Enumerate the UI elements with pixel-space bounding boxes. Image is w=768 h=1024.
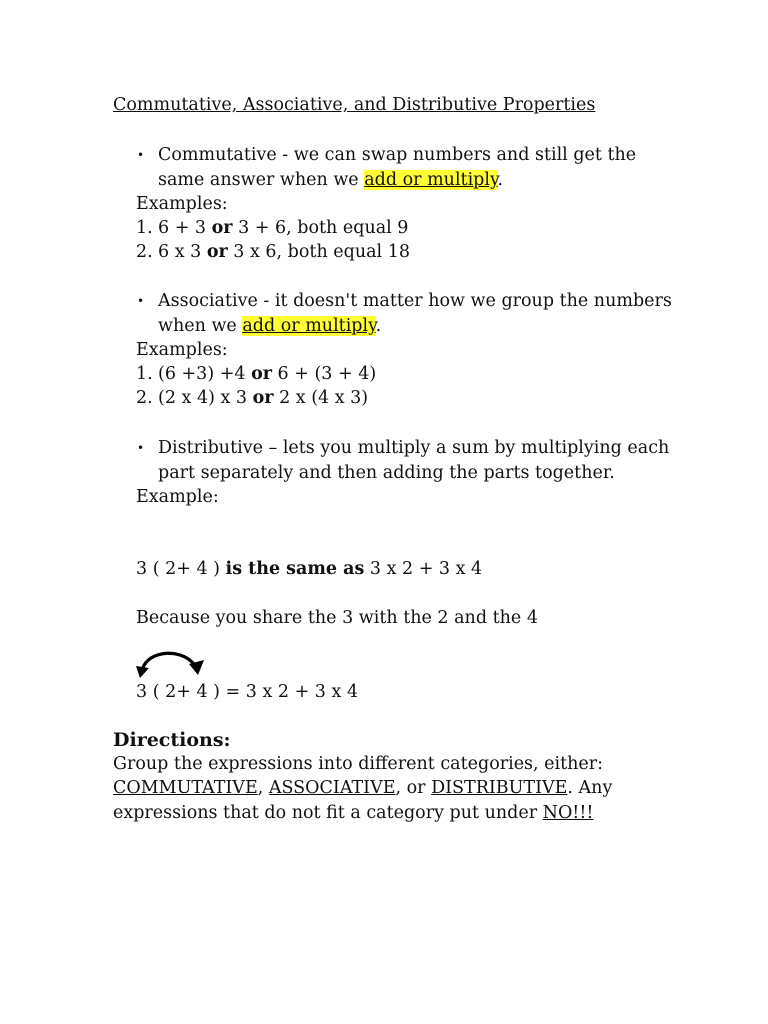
expression-b: 3 x 6, both equal 18 xyxy=(227,242,410,262)
period: . xyxy=(497,170,504,190)
is-the-same-as: is the same as xyxy=(225,559,365,579)
expression-b: 6 + (3 + 4) xyxy=(271,364,377,384)
expression-a: (2 x 4) x 3 xyxy=(158,388,253,408)
bullet: • xyxy=(137,441,145,455)
commutative-line-2-text: same answer when we xyxy=(158,170,365,190)
example-1 xyxy=(136,216,409,240)
directions-tail: . Any xyxy=(567,778,613,798)
curved-arrows-icon xyxy=(134,638,206,680)
directions-line-3 xyxy=(113,801,593,825)
example-2 xyxy=(136,240,410,264)
expression-b: 3 x 2 + 3 x 4 xyxy=(364,559,483,579)
separator: , xyxy=(257,778,269,798)
distributive-line-1: Distributive – lets you multiply a sum by multiplying each xyxy=(158,438,670,458)
expression-b: 2 x (4 x 3) xyxy=(273,388,369,408)
expression-a: 6 + 3 xyxy=(158,218,212,238)
example-1 xyxy=(136,362,377,386)
category-no: NO!!! xyxy=(542,803,594,823)
category-commutative: COMMUTATIVE xyxy=(113,778,258,798)
bullet: • xyxy=(137,294,145,308)
directions-line-1: Group the expressions into different categories, either: xyxy=(113,754,604,774)
associative-line-1: Associative - it doesn't matter how we group the numbers xyxy=(158,291,672,311)
example-number: 1. xyxy=(136,364,153,384)
category-distributive: DISTRIBUTIVE xyxy=(431,778,568,798)
associative-line-2 xyxy=(158,314,381,338)
examples-label: Examples: xyxy=(136,194,228,214)
commutative-line-2 xyxy=(158,168,503,192)
distributive-statement xyxy=(136,557,482,581)
separator: , or xyxy=(395,778,432,798)
directions-heading: Directions: xyxy=(113,729,231,751)
example-1-text xyxy=(158,216,408,240)
page-title: Commutative, Associative, and Distributive Properties xyxy=(113,95,596,115)
highlight-add-or-multiply: add or multiply xyxy=(364,170,498,190)
examples-label: Examples: xyxy=(136,340,228,360)
expression-a: 3 ( 2+ 4 ) xyxy=(136,559,226,579)
example-1-text xyxy=(158,362,376,386)
example-label: Example: xyxy=(136,487,219,507)
highlight-add-or-multiply: add or multiply xyxy=(242,316,376,336)
example-2-text xyxy=(158,386,368,410)
directions-line-3-text: expressions that do not fit a category put under xyxy=(113,803,543,823)
expression-a: 6 x 3 xyxy=(158,242,207,262)
or-word: or xyxy=(211,218,233,238)
or-word: or xyxy=(206,242,228,262)
or-word: or xyxy=(251,364,272,384)
directions-line-2 xyxy=(113,776,612,800)
period: . xyxy=(375,316,382,336)
expression-b: 3 + 6, both equal 9 xyxy=(232,218,409,238)
example-2 xyxy=(136,386,369,410)
or-word: or xyxy=(252,388,274,408)
bullet: • xyxy=(137,148,145,162)
commutative-line-1: Commutative - we can swap numbers and still get the xyxy=(158,145,637,165)
example-number: 1. xyxy=(136,218,153,238)
equation: 3 ( 2+ 4 ) = 3 x 2 + 3 x 4 xyxy=(136,682,359,702)
example-2-text xyxy=(158,240,410,264)
distributive-line-2: part separately and then adding the parts together. xyxy=(158,463,615,483)
category-associative: ASSOCIATIVE xyxy=(268,778,396,798)
example-number: 2. xyxy=(136,388,153,408)
associative-line-2-text: when we xyxy=(158,316,243,336)
expression-a: (6 +3) +4 xyxy=(158,364,252,384)
because-text: Because you share the 3 with the 2 and the 4 xyxy=(136,608,538,628)
example-number: 2. xyxy=(136,242,153,262)
